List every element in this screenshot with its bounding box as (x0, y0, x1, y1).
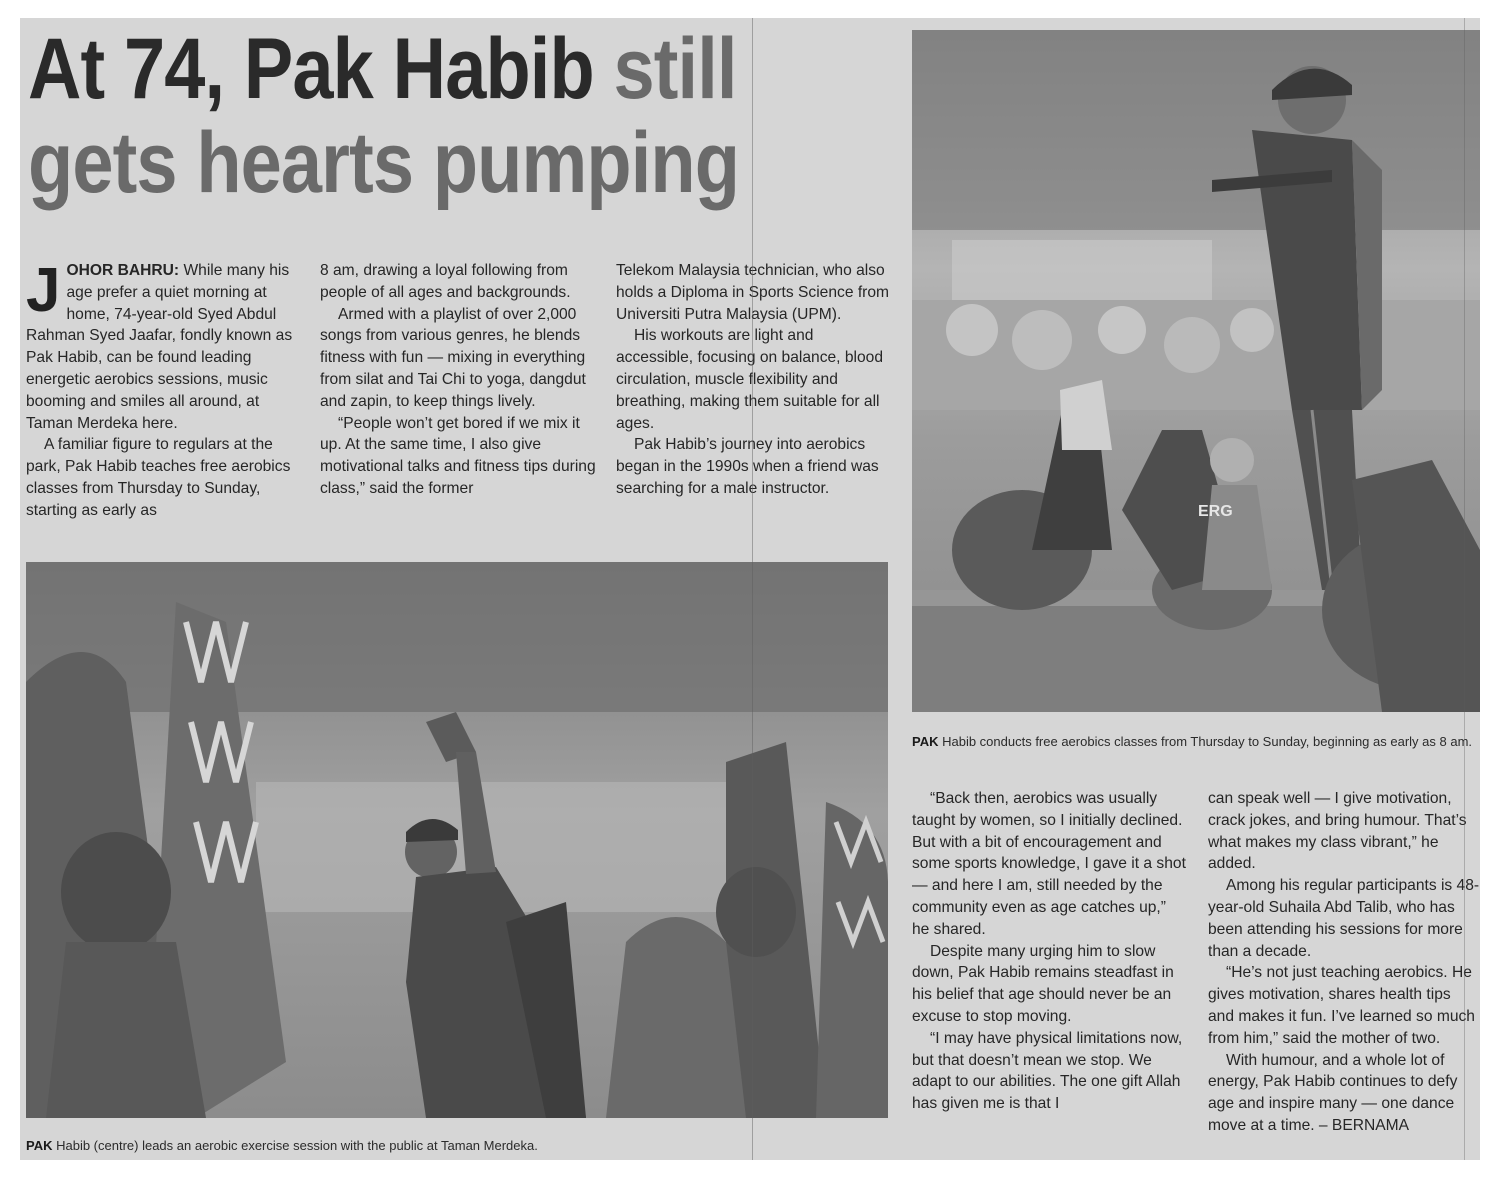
caption-lead: PAK (26, 1138, 53, 1153)
group-photo-image (26, 562, 888, 1118)
paragraph: With humour, and a whole lot of energy, Pak Habib continues to defy age and inspire many — one dance move at a time. – BERNAMA (1208, 1051, 1458, 1134)
instructor-photo (912, 30, 1480, 712)
headline (28, 22, 785, 210)
paragraph: “People won’t get bored if we mix it up. At the same time, I also give motivational talks and fitness tips during class,” said the former (320, 414, 596, 497)
paragraph: Telekom Malaysia technician, who also holds a Diploma in Sports Science from Universiti Putra Malaysia (UPM). (616, 262, 890, 323)
fold-line (752, 18, 753, 1160)
caption-lead: PAK (912, 734, 939, 749)
paragraph: Pak Habib’s journey into aerobics began in the 1990s when a friend was searching for a male instructor. (616, 436, 879, 497)
right-photo-caption (912, 732, 1480, 752)
fold-line (1464, 18, 1465, 1160)
article-column-5 (1208, 788, 1480, 1137)
paragraph: “I may have physical limitations now, but that doesn’t mean we stop. We adapt to our abilities. The one gift Allah has given me is that I (912, 1029, 1183, 1113)
caption-text: Habib conducts free aerobics classes from Thursday to Sunday, beginning as early as 8 am. (938, 734, 1473, 749)
bottom-photo-caption (26, 1136, 888, 1156)
instructor-photo-image (912, 30, 1480, 712)
dateline: OHOR BAHRU: (66, 262, 180, 279)
headline-dark-part: At 74, Pak Habib (28, 21, 594, 117)
caption-text: Habib (centre) leads an aerobic exercise session with the public at Taman Merdeka. (52, 1138, 538, 1153)
paragraph: His workouts are light and accessible, focusing on balance, blood circulation, muscle flexibility and breathing, making them suitable for all ages. (616, 327, 884, 432)
article-column-4 (912, 788, 1186, 1115)
paragraph: A familiar figure to regulars at the park, Pak Habib teaches free aerobics classes from Thursday to Sunday, starting as early as (26, 436, 291, 519)
paragraph: 8 am, drawing a loyal following from people of all ages and backgrounds. (320, 262, 571, 301)
lead-paragraph-text: While many his age prefer a quiet morning at home, 74-year-old Syed Abdul Rahman Syed Jaafar, fondly known as Pak Habib, can be found leading energetic aerobics sessions, music booming and smiles all around, at Taman Merdeka here. (26, 262, 293, 432)
drop-cap: J (26, 256, 61, 325)
newspaper-clipping (20, 18, 1480, 1160)
paragraph: can speak well — I give motivation, crack jokes, and bring humour. That’s what makes my class vibrant,” he added. (1208, 790, 1467, 873)
headline-line-2: gets hearts pumping (28, 115, 740, 211)
article-column-2 (320, 260, 598, 500)
shirt-lettering: ERG (1198, 503, 1233, 520)
paragraph: “He’s not just teaching aerobics. He gives motivation, shares health tips and makes it fun. I’ve learned so much from him,” said the mother of two. (1208, 964, 1475, 1047)
paragraph: “Back then, aerobics was usually taught by women, so I initially declined. But with a bit of encouragement and some sports knowledge, I gave it a shot — and here I am, still needed by the community even as age catches up,” he shared. (912, 790, 1186, 938)
article-column-1 (26, 256, 298, 522)
paragraph: Armed with a playlist of over 2,000 songs from various genres, he blends fitness with fun — mixing in everything from silat and Tai Chi to yoga, dangdut and zapin, to keep things lively. (320, 305, 586, 410)
lead-paragraph (26, 256, 298, 434)
paragraph: Among his regular participants is 48-year-old Suhaila Abd Talib, who has been attending his sessions for more than a decade. (1208, 877, 1480, 960)
group-photo (26, 562, 888, 1118)
article-column-3 (616, 260, 894, 500)
paragraph: Despite many urging him to slow down, Pak Habib remains steadfast in his belief that age should never be an excuse to stop moving. (912, 942, 1174, 1025)
headline-light-part: still (593, 21, 737, 117)
